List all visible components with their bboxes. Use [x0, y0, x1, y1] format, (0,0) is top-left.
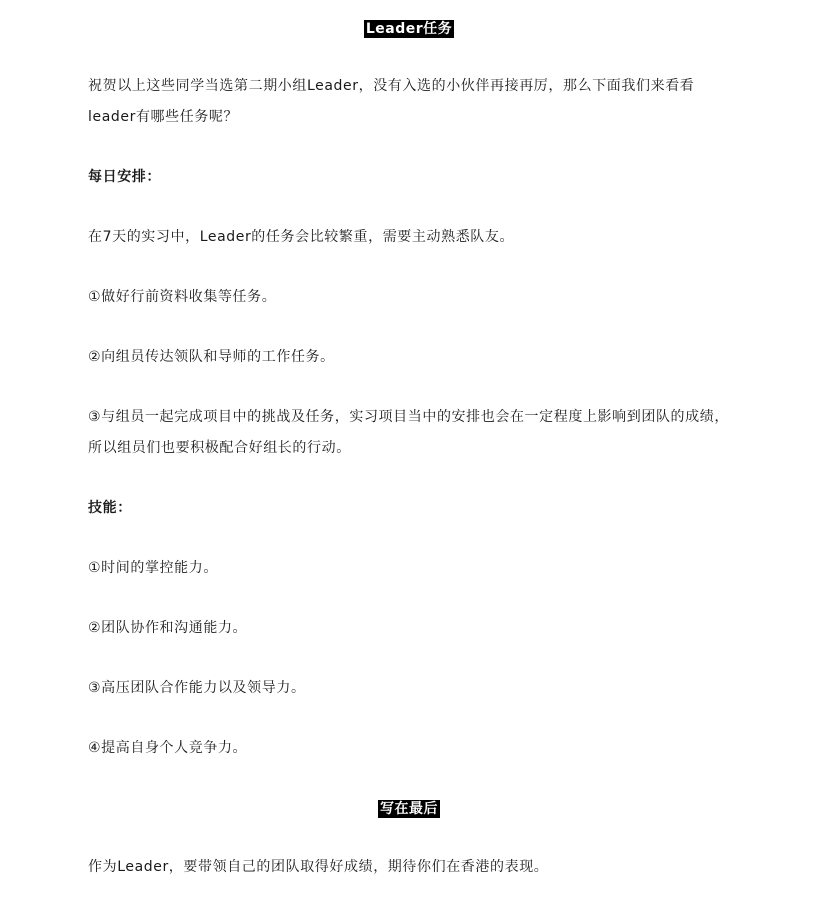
closing-heading [0, 798, 818, 818]
skill-item-3: ③高压团队合作能力以及领导力。 [88, 680, 306, 696]
daily-intro-paragraph: 在7天的实习中，Leader的任务会比较繁重，需要主动熟悉队友。 [88, 229, 515, 245]
skill-item-2: ②团队协作和沟通能力。 [88, 620, 248, 636]
leader-tasks-heading-text: Leader任务 [365, 21, 453, 37]
intro-paragraph: 祝贺以上这些同学当选第二期小组Leader，没有入选的小伙伴再接再厉，那么下面我们来看看leader有哪些任务呢？ [88, 78, 695, 125]
task-item-2: ②向组员传达领队和导师的工作任务。 [88, 349, 335, 365]
daily-schedule-heading: 每日安排： [88, 169, 161, 185]
closing-heading-text: 写在最后 [380, 801, 438, 817]
task-item-1: ①做好行前资料收集等任务。 [88, 289, 277, 305]
task-item-3: ③与组员一起完成项目中的挑战及任务，实习项目当中的安排也会在一定程度上影响到团队的成绩，所以组员们也要积极配合好组长的行动。 [88, 409, 729, 456]
skill-item-4: ④提高自身个人竞争力。 [88, 740, 248, 756]
skill-item-1: ①时间的掌控能力。 [88, 560, 218, 576]
closing-paragraph: 作为Leader，要带领自己的团队取得好成绩，期待你们在香港的表现。 [88, 859, 549, 875]
leader-tasks-heading [0, 18, 818, 38]
skills-heading: 技能： [88, 500, 132, 516]
